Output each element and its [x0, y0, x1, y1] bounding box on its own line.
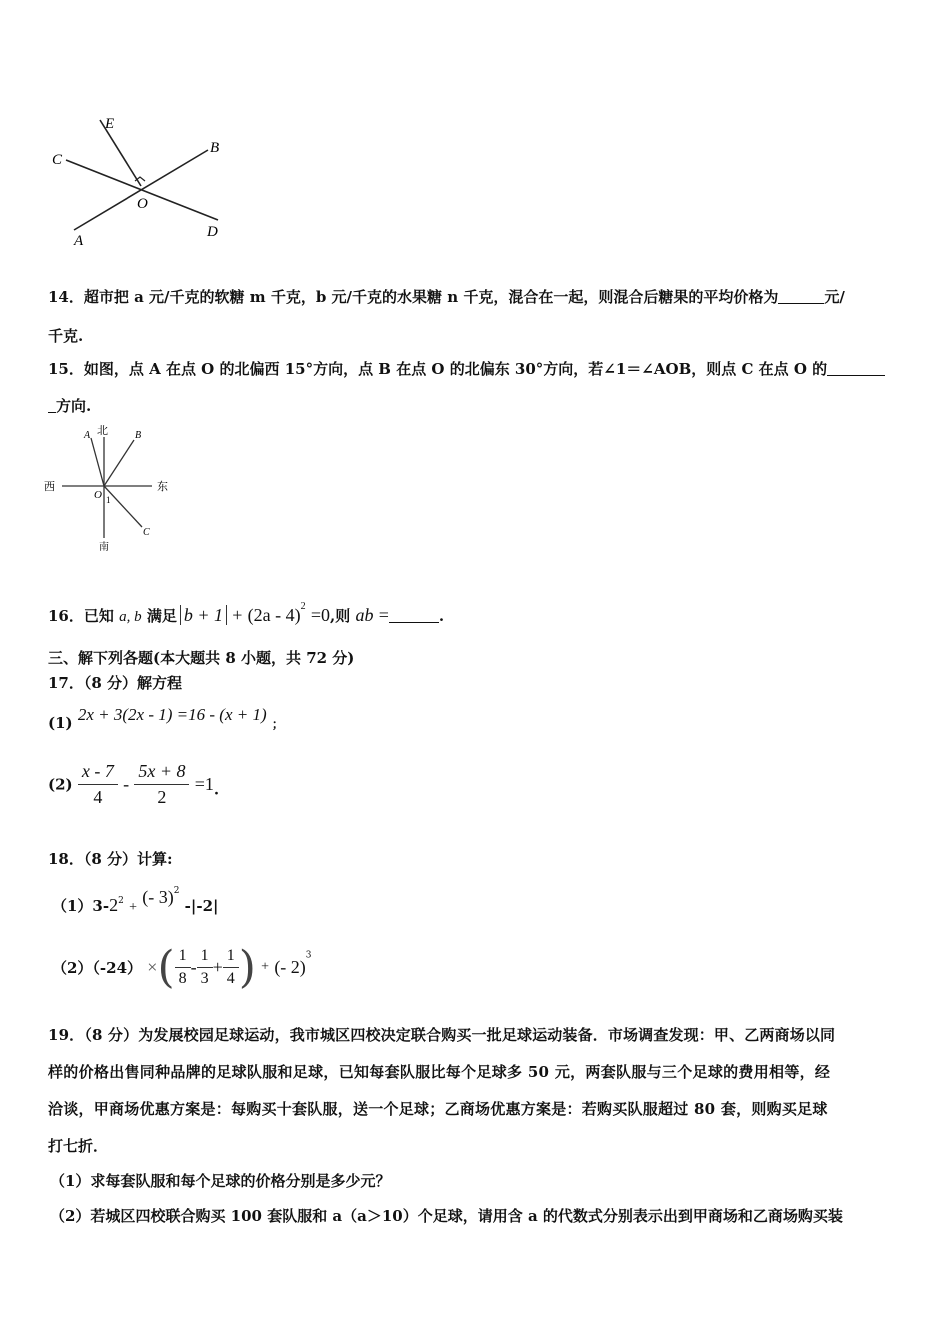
q18-p1-exp: 2 — [118, 896, 124, 906]
label-o: O — [94, 489, 102, 501]
section-3-title: 三、解下列各题(本大题共 8 小题，共 72 分) — [48, 649, 355, 667]
q17-p2-label: (2) — [48, 775, 73, 794]
label-east: 东 — [157, 481, 168, 493]
label-c: C — [143, 527, 150, 538]
q18-p2-n1: 1 — [175, 947, 191, 968]
q17-p1-end: ； — [271, 717, 284, 731]
q18-p1-exp2: 2 — [173, 886, 180, 896]
q16-plus: + — [232, 605, 243, 625]
question-19-line3: 洽谈，甲商场优惠方案是：每购买十套队服，送一个足球；乙商场优惠方案是：若购买队服超过 80 套，则购买足球 — [48, 1100, 828, 1118]
figure-intersecting-lines — [40, 108, 240, 253]
q17-p2-frac2 — [134, 761, 189, 808]
q18-part1 — [52, 886, 218, 916]
q17-p2-end: . — [213, 780, 220, 799]
q18-p2-paren: (- 2) — [274, 957, 306, 977]
q18-p1-paren: (- 3) — [142, 887, 174, 907]
q16-paren: (2a - 4) — [247, 605, 301, 625]
question-18-title: 18．（8 分）计算: — [48, 850, 173, 868]
q18-p2-d3: 4 — [226, 970, 235, 987]
question-19-line1: 19．（8 分）为发展校园足球运动，我市城区四校决定联合购买一批足球运动装备．市场调查发现：甲、乙两商场以同 — [48, 1026, 836, 1044]
q18-p1-plus: + — [129, 900, 137, 915]
q15-text: 15．如图，点 A 在点 O 的北偏西 15°方向，点 B 在点 O 的北偏东 30°方向，若∠1＝∠AOB，则点 C 在点 O 的 — [48, 360, 828, 378]
label-d: D — [207, 224, 218, 240]
label-c: C — [52, 152, 63, 168]
q16-exponent: 2 — [300, 601, 306, 612]
q18-p2-n3: 1 — [223, 947, 239, 968]
q18-p2-op1: - — [190, 957, 197, 977]
q17-p2-num2: 5x + 8 — [134, 761, 189, 785]
q18-p1-label: （1）3- — [52, 897, 110, 915]
q18-p2-times: × — [147, 957, 158, 977]
q16-abs-content: b + 1 — [183, 605, 224, 625]
question-16 — [48, 594, 444, 630]
q18-p2-d1: 8 — [178, 970, 187, 987]
q17-part1 — [48, 705, 284, 732]
question-19-line2: 样的价格出售同种品牌的足球队服和足球，已知每套队服比每个足球多 50 元，两套队服与三个足球的费用相等，经 — [48, 1063, 831, 1081]
ray-ob — [104, 440, 134, 486]
q16-end: . — [438, 607, 445, 625]
q15-answer-blank-cont — [48, 398, 56, 413]
q18-p2-frac2 — [197, 947, 213, 988]
question-15-line2 — [48, 395, 91, 416]
label-a: A — [84, 430, 91, 441]
q14-unit: 元/ — [824, 288, 845, 306]
q17-p1-expr: 2x + 3(2x - 1) =16 - (x + 1) — [77, 705, 267, 724]
q14-answer-blank — [778, 289, 824, 304]
q18-part2 — [52, 942, 312, 993]
q14-text: 14．超市把 a 元/千克的软糖 m 千克，b 元/千克的水果糖 n 千克，混合在一起，则混合后糖果的平均价格为 — [48, 288, 779, 306]
label-o: O — [137, 196, 148, 212]
q18-p1-tail: -|-2| — [184, 897, 219, 915]
q16-prefix: 16．已知 — [48, 607, 114, 625]
question-19-line4: 打七折． — [48, 1137, 109, 1155]
q16-mid: 满足 — [146, 607, 177, 625]
q16-paren-content: 2a - 4 — [253, 605, 295, 625]
q18-p2-frac1 — [175, 947, 191, 988]
label-b: B — [210, 140, 220, 156]
q18-p2-frac3 — [223, 947, 239, 988]
q18-p2-op2: + — [212, 957, 223, 977]
ray-oa — [91, 438, 104, 486]
q18-p2-d2: 3 — [200, 970, 209, 987]
q16-ab: ab — [355, 605, 374, 625]
ray-oc — [104, 486, 142, 527]
q16-then: ,则 — [330, 607, 351, 625]
q17-p1-label: (1) — [48, 714, 73, 732]
question-17-title: 17．（8 分）解方程 — [48, 674, 183, 692]
question-14-line2: 千克. — [48, 327, 84, 345]
q18-p2-n2: 1 — [197, 947, 213, 968]
q15-answer-blank — [827, 361, 885, 376]
q18-p2-right-paren: ) — [238, 942, 256, 993]
q16-answer-blank — [389, 608, 439, 623]
question-19-sub2: （2）若城区四校联合购买 100 套队服和 a（a＞10）个足球，请用含 a 的代数式分别表示出到甲商场和乙商场购买装 — [50, 1207, 843, 1225]
label-b: B — [135, 430, 142, 441]
question-19-sub1: （1）求每套队服和每个足球的价格分别是多少元？ — [50, 1172, 391, 1190]
q18-p1-base: 2 — [109, 895, 119, 915]
q16-abs-expr — [180, 605, 227, 625]
figure-compass — [40, 422, 180, 554]
q18-p2-plus: + — [261, 959, 270, 975]
label-e: E — [105, 116, 115, 132]
q17-part2 — [48, 761, 219, 808]
q16-vars: a, b — [119, 609, 142, 625]
q17-p2-minus: - — [123, 774, 130, 794]
q17-p2-frac1 — [78, 761, 118, 808]
q15-direction: 方向. — [56, 397, 92, 415]
q16-eq0: =0 — [310, 605, 331, 625]
q17-p2-eq: =1 — [194, 774, 214, 794]
label-north: 北 — [97, 425, 108, 437]
q18-p2-exp: 3 — [305, 950, 312, 961]
label-south: 南 — [99, 542, 109, 553]
q17-p2-den1: 4 — [93, 787, 103, 807]
q17-p2-num1: x - 7 — [78, 761, 118, 785]
q18-p2-left-paren: ( — [157, 942, 175, 993]
q18-p2-label: （2）（-24） — [52, 959, 143, 977]
label-a: A — [74, 233, 84, 249]
question-15-line1 — [48, 358, 885, 379]
label-angle-1: 1 — [106, 495, 111, 505]
q16-eq: = — [378, 605, 389, 625]
question-14-line1 — [48, 286, 845, 307]
q17-p2-den2: 2 — [157, 787, 167, 807]
label-west: 西 — [44, 481, 55, 493]
